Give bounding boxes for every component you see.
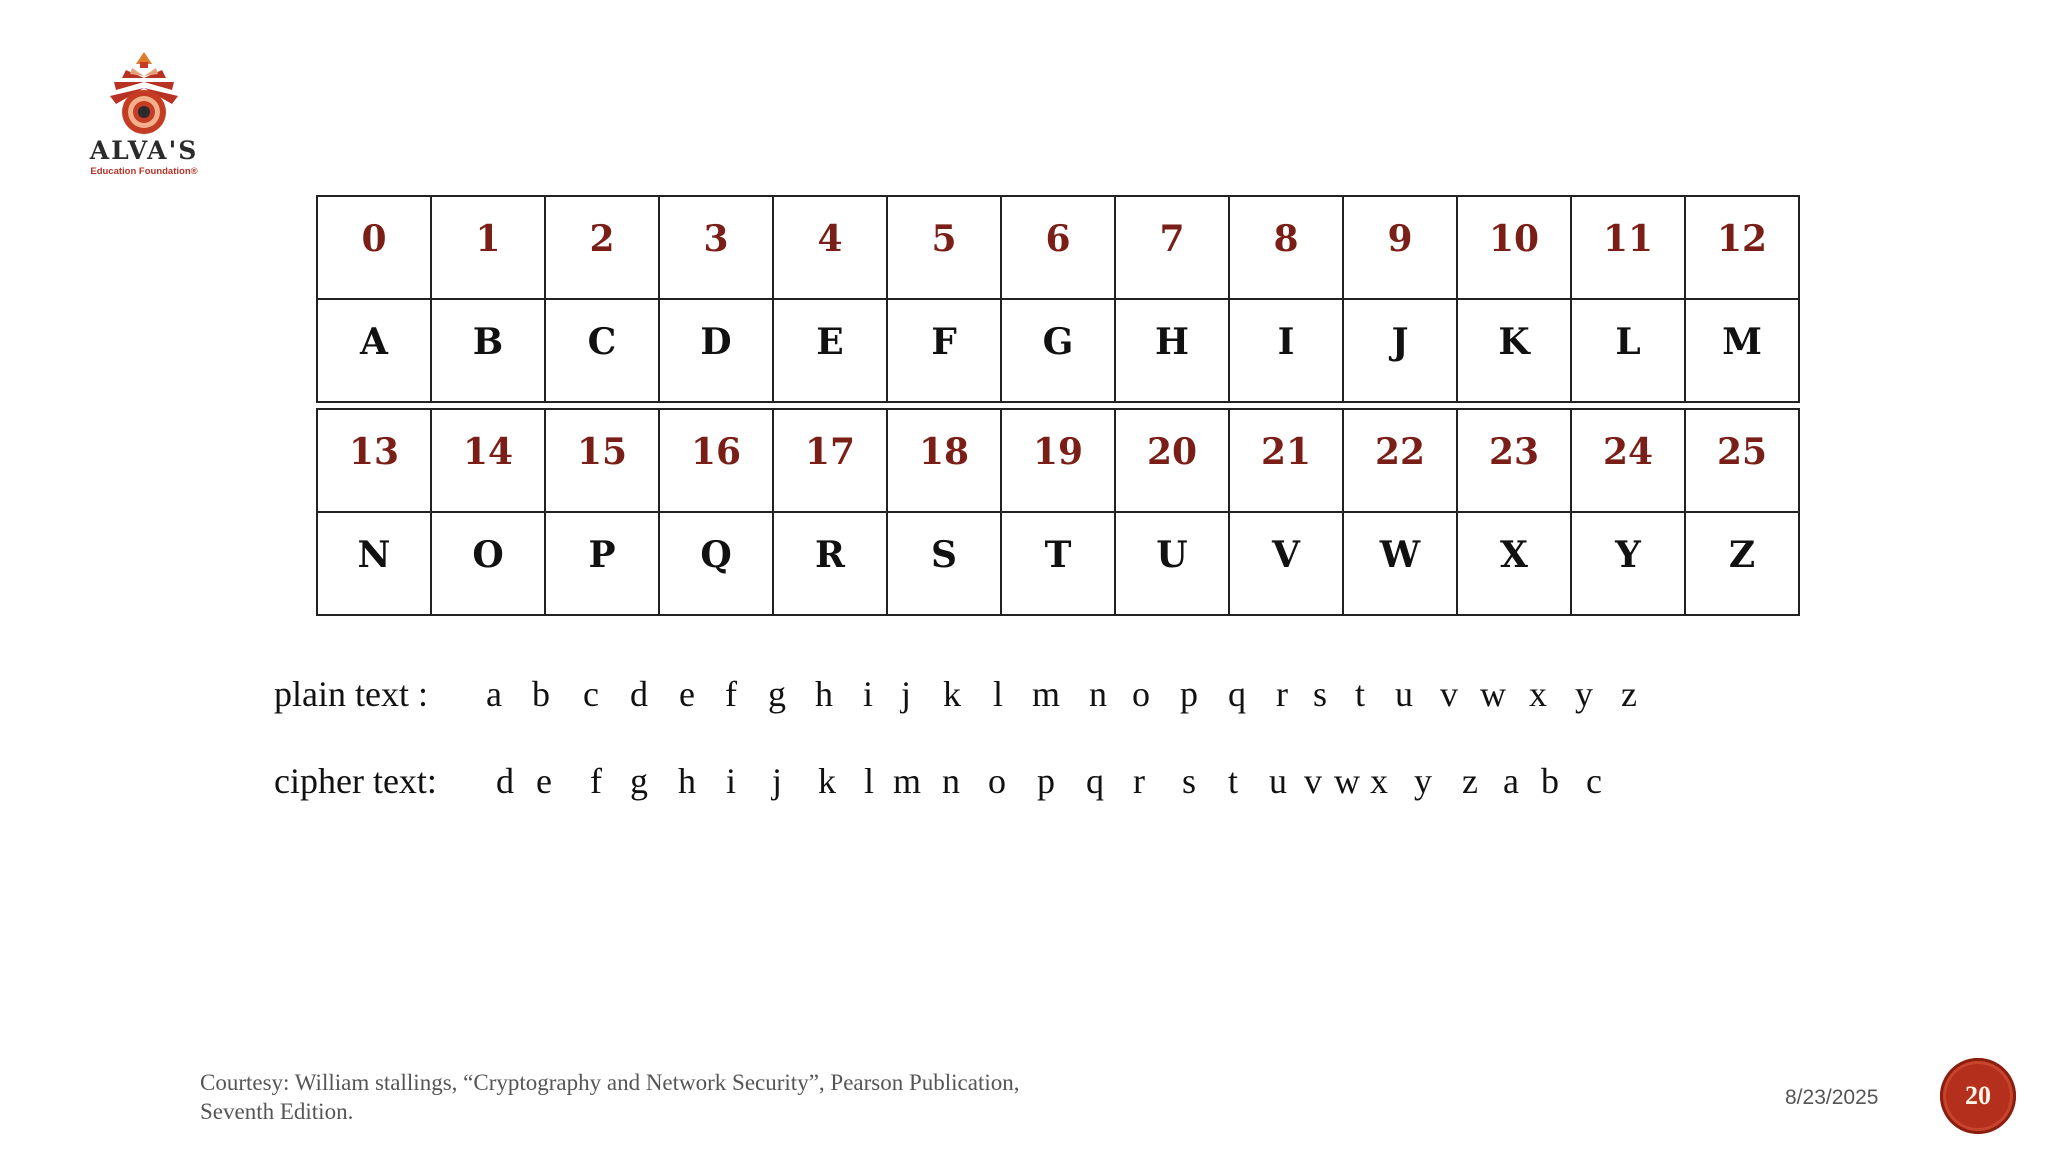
logo-name: ALVA'S [89, 136, 199, 165]
letter-cell: C [545, 299, 659, 402]
plain-char: f [725, 674, 737, 714]
cipher-char: y [1414, 761, 1432, 801]
index-cell: 0 [317, 196, 431, 299]
index-cell: 22 [1343, 409, 1457, 512]
plain-char: h [815, 674, 833, 714]
plain-char: m [1031, 674, 1060, 714]
cipher-char: e [536, 761, 552, 801]
letter-cell: X [1457, 512, 1571, 615]
cipher-char: w [1334, 761, 1360, 801]
cipher-char: g [630, 761, 648, 801]
letter-cell: P [545, 512, 659, 615]
cipher-char: t [1227, 761, 1238, 801]
letter-cell: L [1571, 299, 1685, 402]
index-cell: 4 [773, 196, 887, 299]
index-cell: 19 [1001, 409, 1115, 512]
cipher-char: b [1541, 761, 1559, 801]
letter-cell: B [431, 299, 545, 402]
index-cell: 3 [659, 196, 773, 299]
plain-char: w [1480, 674, 1506, 714]
courtesy-line-2: Seventh Edition. [200, 1099, 354, 1124]
plain-char: p [1180, 674, 1198, 714]
plain-char: k [943, 674, 961, 714]
letter-row [317, 299, 1799, 402]
letter-cell: H [1115, 299, 1229, 402]
index-cell: 18 [887, 409, 1001, 512]
cipher-char: s [1181, 761, 1196, 801]
index-cell: 9 [1343, 196, 1457, 299]
index-cell: 14 [431, 409, 545, 512]
letter-cell: W [1343, 512, 1457, 615]
plain-char: j [900, 674, 911, 714]
cipher-char: m [892, 761, 921, 801]
cipher-char: a [1503, 761, 1519, 801]
cipher-char: l [863, 761, 874, 801]
letter-cell: A [317, 299, 431, 402]
plain-char: s [1312, 674, 1327, 714]
alphabet-table-a-m [316, 195, 1800, 403]
letter-cell: M [1685, 299, 1799, 402]
cipher-char: x [1370, 761, 1388, 801]
cipher-char: j [771, 761, 782, 801]
cipher-char: h [678, 761, 696, 801]
letter-cell: O [431, 512, 545, 615]
cipher-char: d [496, 761, 514, 801]
plain-char: a [486, 674, 502, 714]
page-number: 20 [1965, 1081, 1991, 1110]
cipher-char: r [1133, 761, 1145, 801]
plain-char: q [1228, 674, 1246, 714]
plain-text-label: plain text : [274, 674, 428, 714]
index-cell: 1 [431, 196, 545, 299]
letter-cell: U [1115, 512, 1229, 615]
index-cell: 25 [1685, 409, 1799, 512]
index-cell: 5 [887, 196, 1001, 299]
courtesy-line-1: Courtesy: William stallings, “Cryptography and Network Security”, Pearson Publication, [200, 1070, 1020, 1095]
plain-char: o [1132, 674, 1150, 714]
cipher-text-label: cipher text: [274, 761, 437, 801]
letter-cell: F [887, 299, 1001, 402]
plain-char: i [862, 674, 873, 714]
plain-char: g [768, 674, 786, 714]
plain-char: y [1575, 674, 1593, 714]
cipher-char: u [1269, 761, 1287, 801]
letter-cell: G [1001, 299, 1115, 402]
index-cell: 17 [773, 409, 887, 512]
alphabet-table-n-z [316, 408, 1800, 616]
index-cell: 20 [1115, 409, 1229, 512]
lamp-emblem-icon [64, 48, 224, 138]
index-cell: 21 [1229, 409, 1343, 512]
plain-char: b [532, 674, 550, 714]
cipher-char: c [1586, 761, 1602, 801]
plain-char: e [679, 674, 695, 714]
letter-cell: K [1457, 299, 1571, 402]
letter-cell: R [773, 512, 887, 615]
cipher-char: n [942, 761, 960, 801]
plain-char: z [1621, 674, 1637, 714]
plain-char: d [630, 674, 648, 714]
index-row [317, 196, 1799, 299]
plain-char: x [1529, 674, 1547, 714]
plain-char: l [992, 674, 1003, 714]
page-number-badge [1940, 1058, 2016, 1134]
index-cell: 24 [1571, 409, 1685, 512]
cipher-char: p [1037, 761, 1055, 801]
cipher-char: o [988, 761, 1006, 801]
plain-char: u [1395, 674, 1413, 714]
index-cell: 10 [1457, 196, 1571, 299]
letter-cell: E [773, 299, 887, 402]
letter-cell: I [1229, 299, 1343, 402]
index-row [317, 409, 1799, 512]
letter-cell: Y [1571, 512, 1685, 615]
cipher-char: v [1304, 761, 1322, 801]
cipher-char: k [818, 761, 836, 801]
courtesy-citation [200, 1068, 1200, 1126]
logo-subtitle: Education Foundation® [90, 166, 198, 177]
cipher-char: i [725, 761, 736, 801]
plain-char: v [1440, 674, 1458, 714]
letter-row [317, 512, 1799, 615]
index-cell: 7 [1115, 196, 1229, 299]
letter-cell: D [659, 299, 773, 402]
cipher-char: f [590, 761, 602, 801]
cipher-char: z [1462, 761, 1478, 801]
letter-cell: T [1001, 512, 1115, 615]
alvas-logo [64, 48, 224, 178]
plain-char: t [1354, 674, 1365, 714]
letter-cell: J [1343, 299, 1457, 402]
index-cell: 6 [1001, 196, 1115, 299]
index-cell: 15 [545, 409, 659, 512]
letter-cell: S [887, 512, 1001, 615]
plain-char: r [1276, 674, 1288, 714]
index-cell: 16 [659, 409, 773, 512]
letter-cell: N [317, 512, 431, 615]
letter-cell: Z [1685, 512, 1799, 615]
index-cell: 11 [1571, 196, 1685, 299]
index-cell: 23 [1457, 409, 1571, 512]
plain-char: c [583, 674, 599, 714]
letter-cell: V [1229, 512, 1343, 615]
index-cell: 2 [545, 196, 659, 299]
letter-cell: Q [659, 512, 773, 615]
index-cell: 8 [1229, 196, 1343, 299]
slide-date: 8/23/2025 [1785, 1086, 1879, 1109]
cipher-char: q [1086, 761, 1104, 801]
index-cell: 13 [317, 409, 431, 512]
plain-char: n [1089, 674, 1107, 714]
index-cell: 12 [1685, 196, 1799, 299]
